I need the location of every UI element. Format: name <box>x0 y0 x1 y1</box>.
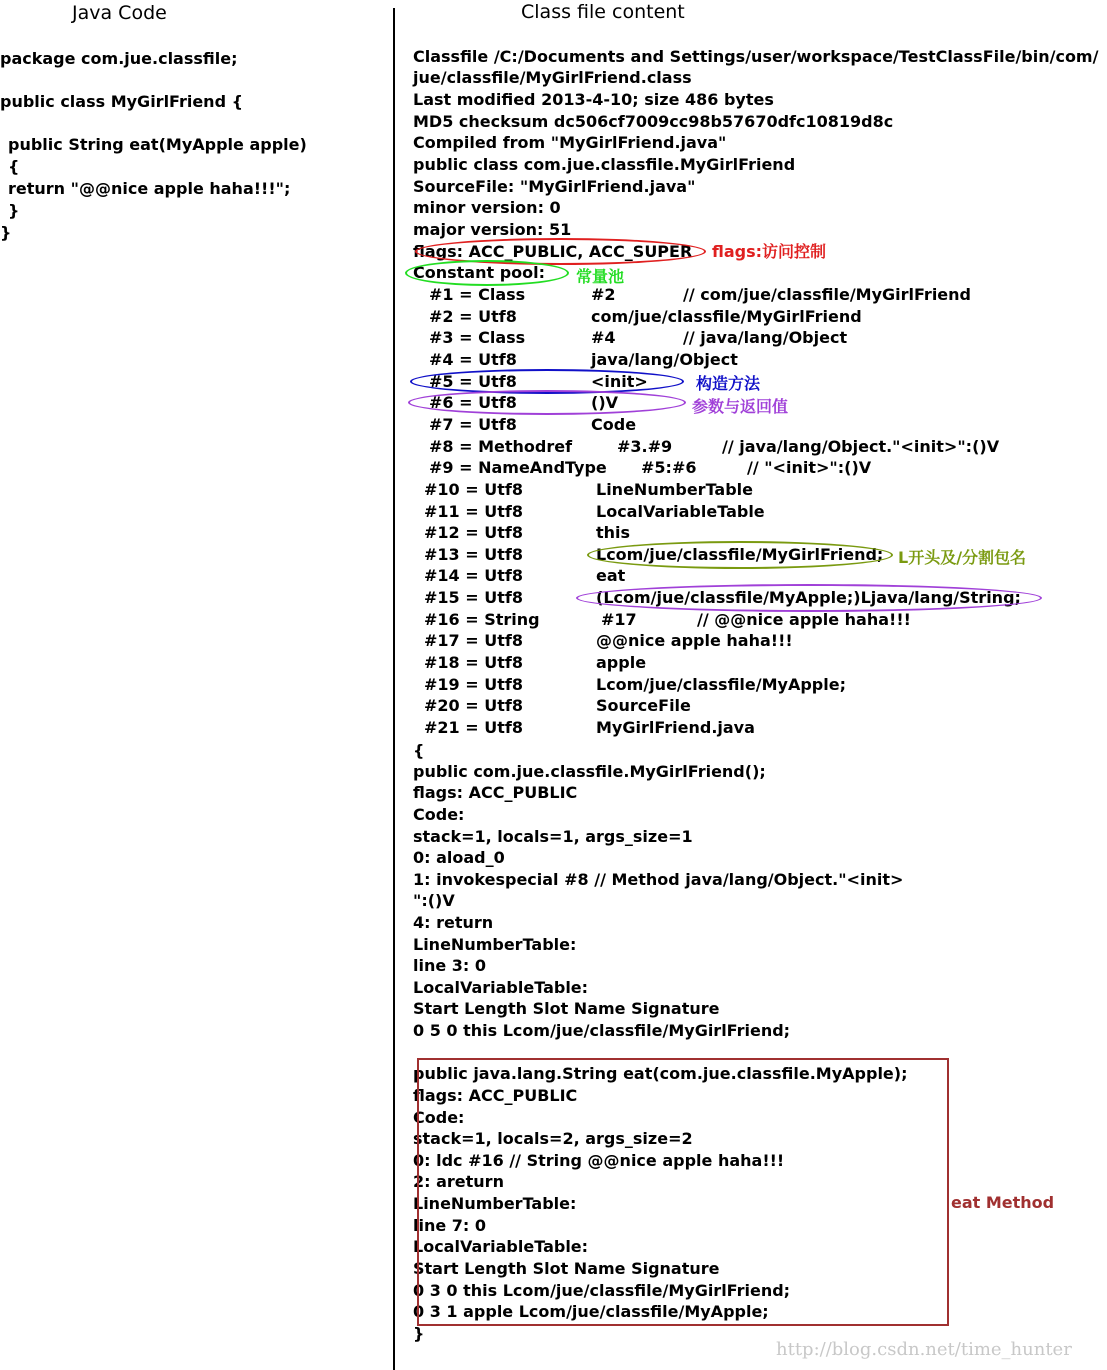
classfile-line: SourceFile: "MyGirlFriend.java" <box>413 177 696 196</box>
classfile-line: } <box>413 1324 425 1343</box>
classfile-line: major version: 51 <box>413 220 572 239</box>
signature-ellipse <box>576 584 1042 612</box>
constant-pool-value: #5:#6 <box>641 458 697 477</box>
constant-pool-value: <init> <box>591 372 648 391</box>
constant-pool-index: #1 = Class <box>429 285 526 304</box>
constant-pool-index: #3 = Class <box>429 328 526 347</box>
java-line: } <box>8 201 20 220</box>
constant-pool-index: #17 = Utf8 <box>424 631 523 650</box>
params-ellipse <box>408 390 686 415</box>
classfile-line: 1: invokespecial #8 // Method java/lang/Object."<init> <box>413 870 904 889</box>
constant-pool-value: Lcom/jue/classfile/MyGirlFriend; <box>596 545 884 564</box>
classfile-line: public class com.jue.classfile.MyGirlFriend <box>413 155 796 174</box>
constant-pool-index: #14 = Utf8 <box>424 566 523 585</box>
java-line: return "@@nice apple haha!!!"; <box>8 179 291 198</box>
class-file-header: Class file content <box>521 1 685 23</box>
classfile-line: Compiled from "MyGirlFriend.java" <box>413 133 727 152</box>
java-line: public class MyGirlFriend { <box>0 92 243 111</box>
constant-pool-index: #7 = Utf8 <box>429 415 517 434</box>
constant-pool-index: #21 = Utf8 <box>424 718 523 737</box>
constant-pool-value: LocalVariableTable <box>596 502 765 521</box>
constant-pool-index: #19 = Utf8 <box>424 675 523 694</box>
flags-note: flags:访问控制 <box>712 242 827 261</box>
java-line: package com.jue.classfile; <box>0 49 238 68</box>
watermark: http://blog.csdn.net/time_hunter <box>776 1339 1072 1360</box>
constant-pool-value: Lcom/jue/classfile/MyApple; <box>596 675 846 694</box>
constant-pool-comment: // "<init>":()V <box>747 458 872 477</box>
constant-pool-value: MyGirlFriend.java <box>596 718 755 737</box>
constant-pool-index: #4 = Utf8 <box>429 350 517 369</box>
classfile-line: public java.lang.String eat(com.jue.classfile.MyApple); <box>413 1064 908 1083</box>
column-divider <box>393 8 395 1370</box>
constant-pool-value: java/lang/Object <box>591 350 738 369</box>
constant-pool-index: #5 = Utf8 <box>429 372 517 391</box>
constant-pool-value: SourceFile <box>596 696 691 715</box>
classfile-line: 0 3 0 this Lcom/jue/classfile/MyGirlFriend; <box>413 1281 791 1300</box>
classfile-line: jue/classfile/MyGirlFriend.class <box>413 68 692 87</box>
constant-pool-comment: // java/lang/Object <box>683 328 848 347</box>
classfile-line: { <box>413 741 425 760</box>
lpackage-note: L开头及/分割包名 <box>898 548 1027 567</box>
classfile-line: 0 5 0 this Lcom/jue/classfile/MyGirlFriend; <box>413 1021 791 1040</box>
java-line: } <box>0 223 12 242</box>
constant-pool-index: #11 = Utf8 <box>424 502 523 521</box>
java-line: public String eat(MyApple apple) <box>8 135 307 154</box>
classfile-line: LineNumberTable: <box>413 935 577 954</box>
constant-pool-index: #12 = Utf8 <box>424 523 523 542</box>
classfile-line: Start Length Slot Name Signature <box>413 1259 720 1278</box>
classfile-line: flags: ACC_PUBLIC <box>413 1086 578 1105</box>
classfile-line: Code: <box>413 805 465 824</box>
constant-pool-value: LineNumberTable <box>596 480 754 499</box>
classfile-line: ":()V <box>413 891 455 910</box>
constant-pool-value: this <box>596 523 631 542</box>
classfile-line: minor version: 0 <box>413 198 561 217</box>
classfile-line: 4: return <box>413 913 494 932</box>
constant-pool-value: #17 <box>601 610 637 629</box>
constant-pool-label: Constant pool: <box>413 263 546 282</box>
classfile-line: 0: aload_0 <box>413 848 505 867</box>
classfile-line: 0: ldc #16 // String @@nice apple haha!!! <box>413 1151 785 1170</box>
constant-pool-ellipse <box>405 260 569 286</box>
constant-pool-value: #2 <box>591 285 616 304</box>
classfile-line: Classfile /C:/Documents and Settings/user/workspace/TestClassFile/bin/com/ <box>413 47 1099 66</box>
eat-method-box <box>417 1058 949 1326</box>
classfile-line: Code: <box>413 1108 465 1127</box>
constant-pool-value: #3.#9 <box>617 437 673 456</box>
constant-pool-comment: // com/jue/classfile/MyGirlFriend <box>683 285 971 304</box>
flags-line: flags: ACC_PUBLIC, ACC_SUPER <box>413 242 693 261</box>
constant-pool-index: #2 = Utf8 <box>429 307 517 326</box>
classfile-line: line 3: 0 <box>413 956 487 975</box>
constant-pool-comment: // java/lang/Object."<init>":()V <box>722 437 1000 456</box>
classfile-line: public com.jue.classfile.MyGirlFriend(); <box>413 762 766 781</box>
constant-pool-note: 常量池 <box>576 267 625 286</box>
classfile-line: Start Length Slot Name Signature <box>413 999 720 1018</box>
classfile-line: MD5 checksum dc506cf7009cc98b57670dfc10819d8c <box>413 112 894 131</box>
classfile-line: Last modified 2013-4-10; size 486 bytes <box>413 90 774 109</box>
constant-pool-value: ()V <box>591 393 619 412</box>
lpackage-ellipse <box>587 541 893 569</box>
constant-pool-index: #20 = Utf8 <box>424 696 523 715</box>
constant-pool-index: #16 = String <box>424 610 540 629</box>
constant-pool-index: #13 = Utf8 <box>424 545 523 564</box>
java-line: { <box>8 157 20 176</box>
classfile-line: 2: areturn <box>413 1172 504 1191</box>
constant-pool-index: #6 = Utf8 <box>429 393 517 412</box>
classfile-line: LocalVariableTable: <box>413 978 589 997</box>
constant-pool-value: eat <box>596 566 626 585</box>
init-note: 构造方法 <box>696 374 761 393</box>
constant-pool-value: apple <box>596 653 647 672</box>
classfile-line: stack=1, locals=1, args_size=1 <box>413 827 693 846</box>
constant-pool-value: com/jue/classfile/MyGirlFriend <box>591 307 862 326</box>
classfile-line: line 7: 0 <box>413 1216 487 1235</box>
constant-pool-index: #10 = Utf8 <box>424 480 523 499</box>
java-code-header: Java Code <box>72 2 167 24</box>
eat-method-note: eat Method <box>951 1193 1055 1212</box>
constant-pool-index: #8 = Methodref <box>429 437 573 456</box>
constant-pool-value: @@nice apple haha!!! <box>596 631 793 650</box>
classfile-line: LocalVariableTable: <box>413 1237 589 1256</box>
constant-pool-index: #18 = Utf8 <box>424 653 523 672</box>
classfile-line: stack=1, locals=2, args_size=2 <box>413 1129 693 1148</box>
classfile-line: 0 3 1 apple Lcom/jue/classfile/MyApple; <box>413 1302 769 1321</box>
constant-pool-value: (Lcom/jue/classfile/MyApple;)Ljava/lang/String; <box>596 588 1021 607</box>
constant-pool-value: Code <box>591 415 637 434</box>
constant-pool-index: #9 = NameAndType <box>429 458 607 477</box>
constant-pool-comment: // @@nice apple haha!!! <box>697 610 911 629</box>
classfile-line: LineNumberTable: <box>413 1194 577 1213</box>
constant-pool-index: #15 = Utf8 <box>424 588 523 607</box>
classfile-line: flags: ACC_PUBLIC <box>413 783 578 802</box>
params-note: 参数与返回值 <box>692 397 789 416</box>
constant-pool-value: #4 <box>591 328 616 347</box>
